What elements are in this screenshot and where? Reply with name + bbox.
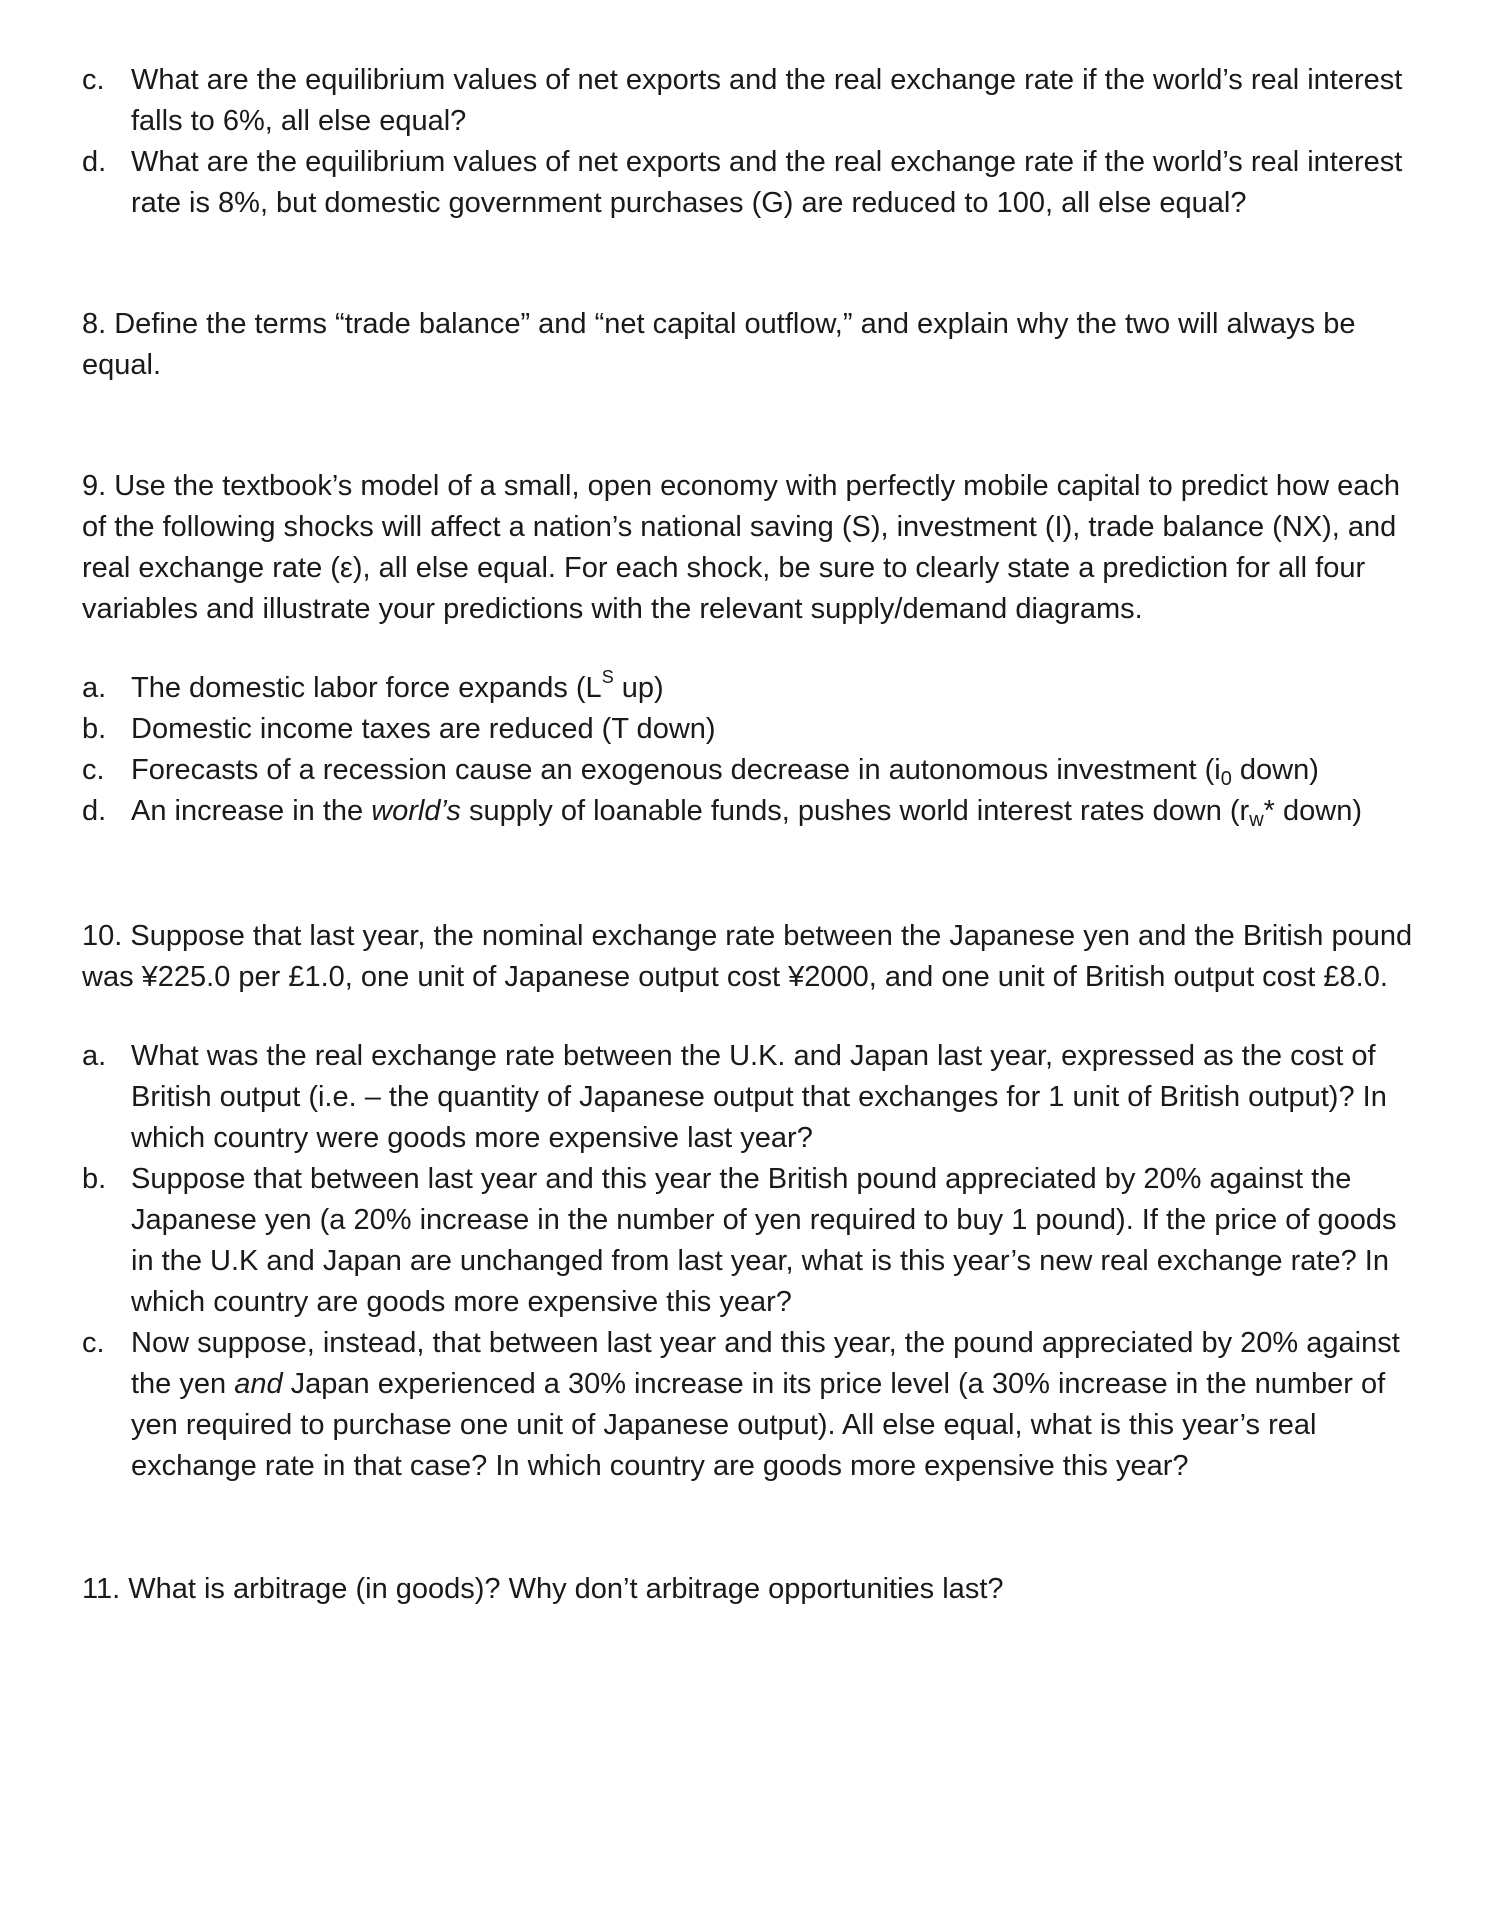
q9-b-text: Domestic income taxes are reduced (T down) [131,713,716,745]
q9-part-d [82,791,1422,832]
q10-c-text-before: Now suppose, instead, that between last year and this year, the pound appreciated by 20% against the yen [131,1327,1400,1400]
q9-d-italic: world’s [371,795,461,827]
q10-a-text: What was the real exchange rate between the U.K. and Japan last year, expressed as the cost of British output (i.e. – the quantity of Japanese output that exchanges for 1 unit of British output)? In which country were goods more expensive last year? [131,1040,1387,1154]
q9-c-text-after: down) [1231,754,1319,786]
q9-part-c [82,750,1422,791]
q10-b-marker: b. [82,1163,107,1195]
q9-d-text-mid: supply of loanable funds, pushes world interest rates down (r [460,795,1250,827]
q9-d-subscript: w [1249,809,1264,831]
q9-a-marker: a. [82,672,107,704]
q7-c-marker: c. [82,64,105,96]
q9-c-text-before: Forecasts of a recession cause an exogenous decrease in autonomous investment (i [131,754,1221,786]
q9-a-text-before: The domestic labor force expands (L [131,672,602,704]
question-9-intro: 9. Use the textbook’s model of a small, open economy with perfectly mobile capital to predict how each of the following shocks will affect a nation’s national saving (S), investment (I), trade balance (NX), and real exchange rate (ε), all else equal. For each shock, be sure to clearly state a prediction for all four variables and illustrate your predictions with the relevant supply/demand diagrams. [82,470,1401,625]
q7-d-marker: d. [82,146,107,178]
q9-c-subscript: 0 [1220,768,1232,790]
q9-d-text-after: * down) [1263,795,1362,827]
q10-part-a [82,1036,1422,1159]
q9-d-text-before: An increase in the [131,795,372,827]
q10-c-marker: c. [82,1327,105,1359]
q10-b-text: Suppose that between last year and this year the British pound appreciated by 20% against the Japanese yen (a 20% increase in the number of yen required to buy 1 pound). If the price of goods in the U.K and Japan are unchanged from last year, what is this year’s new real exchange rate? In which country are goods more expensive this year? [131,1163,1397,1318]
q10-part-c [82,1323,1422,1487]
q9-a-superscript: S [601,667,614,687]
q9-c-marker: c. [82,754,105,786]
q7-part-c [82,60,1422,142]
q7-d-text: What are the equilibrium values of net exports and the real exchange rate if the world’s real interest rate is 8%, but domestic government purchases (G) are reduced to 100, all else equal? [131,146,1403,219]
q9-d-marker: d. [82,795,107,827]
q9-b-marker: b. [82,713,107,745]
question-8: 8. Define the terms “trade balance” and “net capital outflow,” and explain why the two will always be equal. [82,308,1356,381]
q9-part-a [82,668,1422,709]
q7-c-text: What are the equilibrium values of net exports and the real exchange rate if the world’s real interest falls to 6%, all else equal? [131,64,1403,137]
q10-c-italic: and [234,1368,283,1400]
q10-c-text-after: Japan experienced a 30% increase in its price level (a 30% increase in the number of yen required to purchase one unit of Japanese output). All else equal, what is this year’s real exchange rate in that case? In which country are goods more expensive this year? [131,1368,1386,1482]
q9-a-text-after: up) [613,672,664,704]
q10-a-marker: a. [82,1040,107,1072]
question-11: 11. What is arbitrage (in goods)? Why don’t arbitrage opportunities last? [82,1573,1004,1605]
q10-part-b [82,1159,1422,1323]
question-10-intro: 10. Suppose that last year, the nominal exchange rate between the Japanese yen and the British pound was ¥225.0 per £1.0, one unit of Japanese output cost ¥2000, and one unit of British output cost £8.0. [82,920,1413,993]
document-page [82,60,1422,1610]
q7-part-d [82,142,1422,224]
q9-part-b [82,709,1422,750]
